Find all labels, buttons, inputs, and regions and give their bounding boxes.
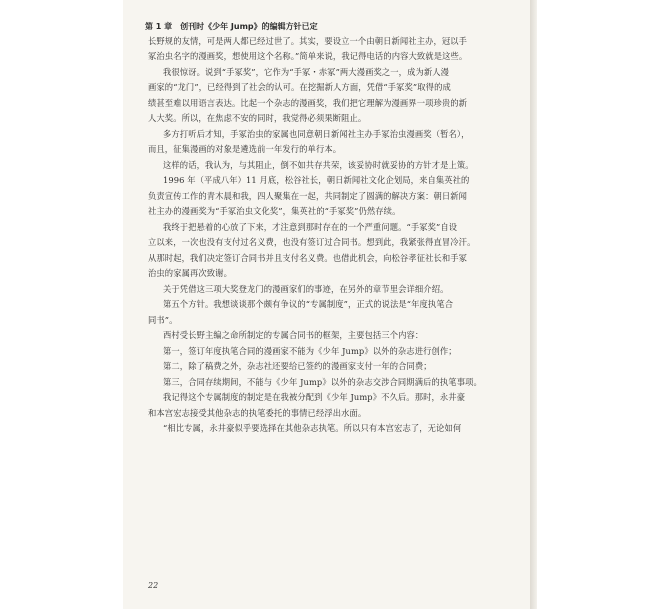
text-line: 冢治虫名字的漫画奖，想使用这个名称。”简单来说，我记得电话的内容大致就是这些。	[148, 51, 468, 61]
running-header: 第 1 章 创刊时《少年 Jump》的编辑方针已定	[145, 22, 318, 31]
text-line: 和本宫宏志接受其他杂志的执笔委托的事情已经浮出水面。	[148, 408, 367, 418]
text-line: “相比专属，永井豪似乎要选择在其他杂志执笔。所以只有本宫宏志了，无论如何	[163, 423, 462, 433]
text-line: 我终于把悬着的心放了下来，才注意到那时存在的一个严重问题。“手冢奖”自设	[163, 222, 458, 232]
text-line: 这样的话，我认为，与其阻止，倒不如共存共荣，该妥协时就妥协的方针才是上策。	[163, 160, 474, 170]
text-line: 西村受长野主编之命所制定的专属合同书的框架，主要包括三个内容：	[163, 330, 424, 340]
text-line: 社主办的漫画奖为“手冢治虫文化奖”，集英社的“手冢奖”仍然存续。	[148, 206, 401, 216]
text-line: 1996 年（平成八年）11 月底，松谷社长，朝日新闻社文化企划局，来自集英社的	[163, 175, 470, 185]
page-number: 22	[148, 581, 159, 590]
text-line: 绩甚至难以用语言表达。比起一个杂志的漫画奖，我们把它理解为漫画界一项珍贵的新	[148, 98, 468, 108]
text-line: 我记得这个专属制度的制定是在我被分配到《少年 Jump》不久后。那时，永井豪	[163, 392, 466, 402]
text-line: 而且，征集漫画的对象是遴选前一年发行的单行本。	[148, 144, 342, 154]
text-line: 从那时起，我们决定签订合同书并且支付名义费。也借此机会，向松谷孝征社长和手冢	[148, 253, 468, 263]
text-line: 治虫的家属再次致谢。	[148, 268, 232, 278]
text-line: 长野规的友情，可是两人都已经过世了。其实，要设立一个由朝日新闻社主办，冠以手	[148, 36, 468, 46]
text-line: 同书”。	[148, 315, 178, 325]
text-line: 第二，除了稿费之外，杂志社还要给已签约的漫画家支付一年的合同费；	[163, 361, 432, 371]
text-line: 第五个方针。我想谈谈那个颇有争议的“专属制度”，正式的说法是“年度执笔合	[163, 299, 454, 309]
text-line: 负责宣传工作的青木晨和我，四人聚集在一起，共同制定了圆满的解决方案：朝日新闻	[148, 191, 468, 201]
text-line: 立以来，一次也没有支付过名义费，也没有签订过合同书。想到此，我紧张得直冒冷汗。	[148, 237, 476, 247]
text-line: 关于凭借这三项大奖登龙门的漫画家们的事迹，在另外的章节里会详细介绍。	[163, 284, 449, 294]
text-line: 我很惊讶。说到“手冢奖”，它作为“手冢・赤冢”两大漫画奖之一，成为新人漫	[163, 67, 450, 77]
text-line: 画家的“龙门”，已经得到了社会的认可。在挖掘新人方面，凭借“手冢奖”取得的成	[148, 82, 451, 92]
text-line: 多方打听后才知，手冢治虫的家属也同意朝日新闻社主办手冢治虫漫画奖（暂名），	[163, 129, 470, 139]
text-line: 人大奖。所以，在焦虑不安的同时，我觉得必须果断阻止。	[148, 113, 367, 123]
text-line: 第一，签订年度执笔合同的漫画家不能为《少年 Jump》以外的杂志进行创作；	[163, 346, 457, 356]
text-line: 第三，合同存续期间，不能与《少年 Jump》以外的杂志交涉合同期满后的执笔事项。	[163, 377, 482, 387]
